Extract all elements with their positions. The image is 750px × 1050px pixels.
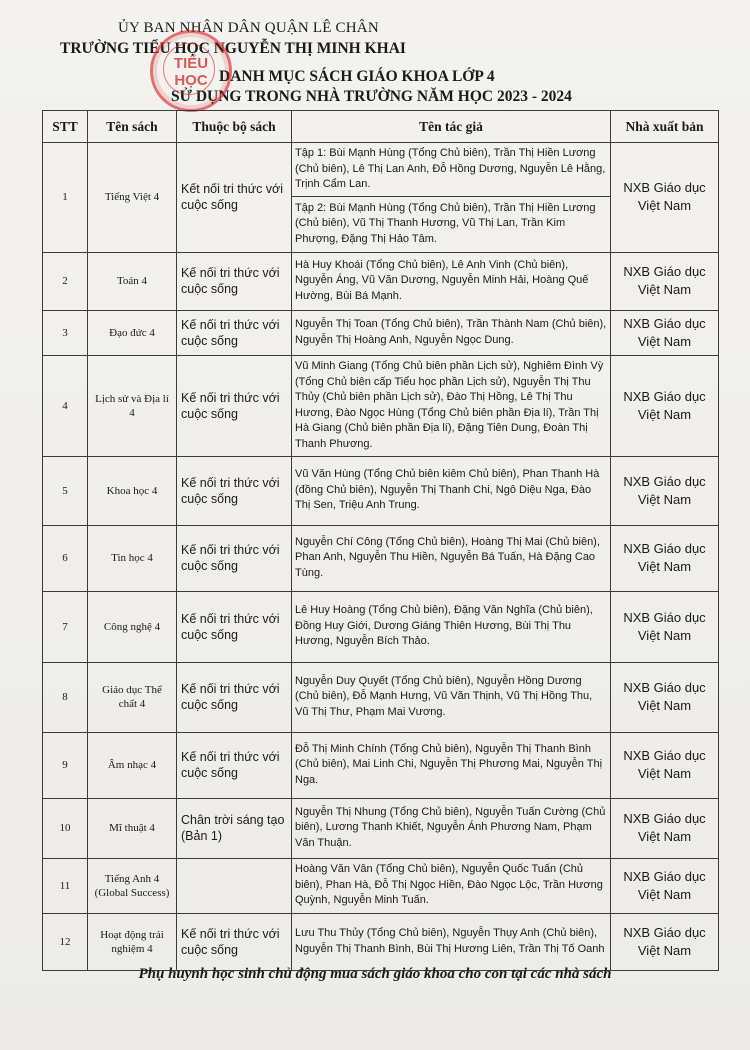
cell-stt: 5 (43, 456, 88, 525)
cell-author: Hà Huy Khoái (Tổng Chủ biên), Lê Anh Vinh (Chủ biên), Nguyễn Áng, Vũ Văn Dương, Nguyễn Minh Hải, Hoàng Quế Hường, Bùi Bá Mạnh. (292, 252, 611, 310)
cell-publisher: NXB Giáo dục Việt Nam (611, 456, 719, 525)
cell-book-name: Khoa học 4 (88, 456, 177, 525)
cell-book-name: Giáo dục Thể chất 4 (88, 662, 177, 732)
table-row (43, 732, 719, 798)
cell-book-name: Tiếng Anh 4 (Global Success) (88, 858, 177, 913)
cell-book-name: Hoạt động trải nghiệm 4 (88, 913, 177, 970)
header-book-name: Tên sách (88, 111, 177, 143)
cell-publisher: NXB Giáo dục Việt Nam (611, 355, 719, 456)
table-row (43, 798, 719, 858)
cell-series (177, 858, 292, 913)
cell-series: Kế nối tri thức với cuộc sống (177, 913, 292, 970)
cell-series: Kế nối tri thức với cuộc sống (177, 662, 292, 732)
document-title: DANH MỤC SÁCH GIÁO KHOA LỚP 4 (219, 68, 495, 85)
cell-publisher: NXB Giáo dục Việt Nam (611, 143, 719, 253)
cell-book-name: Lịch sử và Địa lí 4 (88, 355, 177, 456)
cell-series: Kết nối tri thức với cuộc sống (177, 143, 292, 253)
cell-stt: 4 (43, 355, 88, 456)
cell-author: Nguyễn Chí Công (Tổng Chủ biên), Hoàng Thị Mai (Chủ biên), Phan Anh, Nguyễn Thu Hiền, Nguyễn Bá Tuấn, Hà Đặng Cao Tùng. (292, 525, 611, 591)
header-publisher: Nhà xuất bản (611, 111, 719, 143)
cell-series: Kế nối tri thức với cuộc sống (177, 732, 292, 798)
school-name: TRƯỜNG TIỂU HỌC NGUYỄN THỊ MINH KHAI (60, 40, 406, 57)
cell-book-name: Âm nhạc 4 (88, 732, 177, 798)
cell-author: Hoàng Văn Vân (Tổng Chủ biên), Nguyễn Quốc Tuấn (Chủ biên), Phan Hà, Đỗ Thị Ngọc Hiền, Đào Ngọc Lộc, Trần Hương Quỳnh, Nguyễn Minh Tuấn. (292, 858, 611, 913)
table-row (43, 591, 719, 662)
cell-author: Lưu Thu Thủy (Tổng Chủ biên), Nguyễn Thụy Anh (Chủ biên), Nguyễn Thị Thanh Bình, Bùi Thị Hương Liên, Trần Thị Tố Oanh (292, 913, 611, 970)
cell-series: Kế nối tri thức với cuộc sống (177, 525, 292, 591)
cell-author: Nguyễn Duy Quyết (Tổng Chủ biên), Nguyễn Hồng Dương (Chủ biên), Đỗ Mạnh Hưng, Vũ Văn Thịnh, Vũ Thị Hồng Thu, Vũ Thị Thư, Phạm Mai Vương. (292, 662, 611, 732)
cell-stt: 2 (43, 252, 88, 310)
table-row (43, 252, 719, 310)
cell-publisher: NXB Giáo dục Việt Nam (611, 662, 719, 732)
district-committee-title: ỦY BAN NHÂN DÂN QUẬN LÊ CHÂN (118, 20, 379, 36)
table-row (43, 310, 719, 355)
cell-stt: 6 (43, 525, 88, 591)
cell-publisher: NXB Giáo dục Việt Nam (611, 591, 719, 662)
cell-stt: 9 (43, 732, 88, 798)
header-stt: STT (43, 111, 88, 143)
school-seal-stamp (150, 30, 232, 112)
table-row (43, 858, 719, 913)
cell-book-name: Công nghệ 4 (88, 591, 177, 662)
textbook-table (42, 110, 719, 971)
cell-book-name: Tiếng Việt 4 (88, 143, 177, 253)
cell-publisher: NXB Giáo dục Việt Nam (611, 858, 719, 913)
cell-stt: 1 (43, 143, 88, 253)
parent-notice: Phụ huynh học sinh chủ động mua sách giáo khoa cho con tại các nhà sách (138, 966, 612, 982)
cell-author: Nguyễn Thị Nhung (Tổng Chủ biên), Nguyễn Tuấn Cường (Chủ biên), Lương Thanh Khiết, Nguyễn Ánh Phương Nam, Phạm Văn Thuận. (292, 798, 611, 858)
cell-series: Kế nối tri thức với cuộc sống (177, 252, 292, 310)
table-row (43, 456, 719, 525)
cell-publisher: NXB Giáo dục Việt Nam (611, 732, 719, 798)
cell-series: Chân trời sáng tạo (Bản 1) (177, 798, 292, 858)
table-row (43, 662, 719, 732)
header-series: Thuộc bộ sách (177, 111, 292, 143)
cell-book-name: Mĩ thuật 4 (88, 798, 177, 858)
cell-author: Nguyễn Thị Toan (Tổng Chủ biên), Trần Thành Nam (Chủ biên), Nguyễn Thị Hoàng Anh, Nguyễn Ngọc Dung. (292, 310, 611, 355)
cell-series: Kế nối tri thức với cuộc sống (177, 591, 292, 662)
cell-publisher: NXB Giáo dục Việt Nam (611, 913, 719, 970)
cell-stt: 10 (43, 798, 88, 858)
cell-author: Lê Huy Hoàng (Tổng Chủ biên), Đặng Văn Nghĩa (Chủ biên), Đồng Huy Giới, Dương Giáng Thiên Hương, Bùi Thị Thu Hương, Nguyễn Bích Thảo. (292, 591, 611, 662)
cell-book-name: Toán 4 (88, 252, 177, 310)
table-header-row (43, 111, 719, 143)
cell-author: Tập 2: Bùi Mạnh Hùng (Tổng Chủ biên), Trần Thị Hiền Lương (Chủ biên), Vũ Thị Thanh Hương, Vũ Thị Lan, Trần Kim Phượng, Đặng Thị Hảo Tâm. (292, 196, 611, 252)
cell-book-name: Tin học 4 (88, 525, 177, 591)
cell-book-name: Đạo đức 4 (88, 310, 177, 355)
cell-stt: 3 (43, 310, 88, 355)
table-row (43, 525, 719, 591)
cell-publisher: NXB Giáo dục Việt Nam (611, 798, 719, 858)
document-subtitle: SỬ DỤNG TRONG NHÀ TRƯỜNG NĂM HỌC 2023 - 2024 (171, 88, 572, 105)
cell-publisher: NXB Giáo dục Việt Nam (611, 310, 719, 355)
cell-series: Kế nối tri thức với cuộc sống (177, 310, 292, 355)
cell-author: Vũ Minh Giang (Tổng Chủ biên phần Lịch sử), Nghiêm Đình Vỳ (Tổng Chủ biên cấp Tiểu học phần Lịch sử), Nguyễn Thị Thu Thủy (Chủ biên phần Lịch sử), Đào Thị Hồng, Lê Thị Thu Hương, Đào Ngọc Hùng (Tổng Chủ biên phần Địa lí), Trần Thị Hà Giang (Chủ biên phần Địa lí), Đặng Tiên Dung, Đoàn Thị Thanh Phương. (292, 355, 611, 456)
cell-author: Tập 1: Bùi Mạnh Hùng (Tổng Chủ biên), Trần Thị Hiền Lương (Chủ biên), Lê Thị Lan Anh, Đỗ Hồng Dương, Nguyễn Lê Hằng, Trịnh Cẩm Lan. (292, 143, 611, 197)
cell-stt: 11 (43, 858, 88, 913)
table-row (43, 355, 719, 456)
seal-text: TIỂU HỌC (173, 55, 209, 89)
table-row (43, 913, 719, 970)
cell-publisher: NXB Giáo dục Việt Nam (611, 525, 719, 591)
table-row (43, 143, 719, 197)
cell-series: Kế nối tri thức với cuộc sống (177, 456, 292, 525)
header-author: Tên tác giả (292, 111, 611, 143)
cell-stt: 8 (43, 662, 88, 732)
cell-series: Kế nối tri thức với cuộc sống (177, 355, 292, 456)
cell-author: Đỗ Thị Minh Chính (Tổng Chủ biên), Nguyễn Thị Thanh Bình (Chủ biên), Mai Linh Chi, Nguyễn Thị Phương Mai, Nguyễn Thị Nga. (292, 732, 611, 798)
cell-stt: 7 (43, 591, 88, 662)
cell-publisher: NXB Giáo dục Việt Nam (611, 252, 719, 310)
cell-author: Vũ Văn Hùng (Tổng Chủ biên kiêm Chủ biên), Phan Thanh Hà (đồng Chủ biên), Nguyễn Thị Thanh Chi, Ngô Diệu Nga, Đào Thị Sen, Triệu Anh Trung. (292, 456, 611, 525)
cell-stt: 12 (43, 913, 88, 970)
